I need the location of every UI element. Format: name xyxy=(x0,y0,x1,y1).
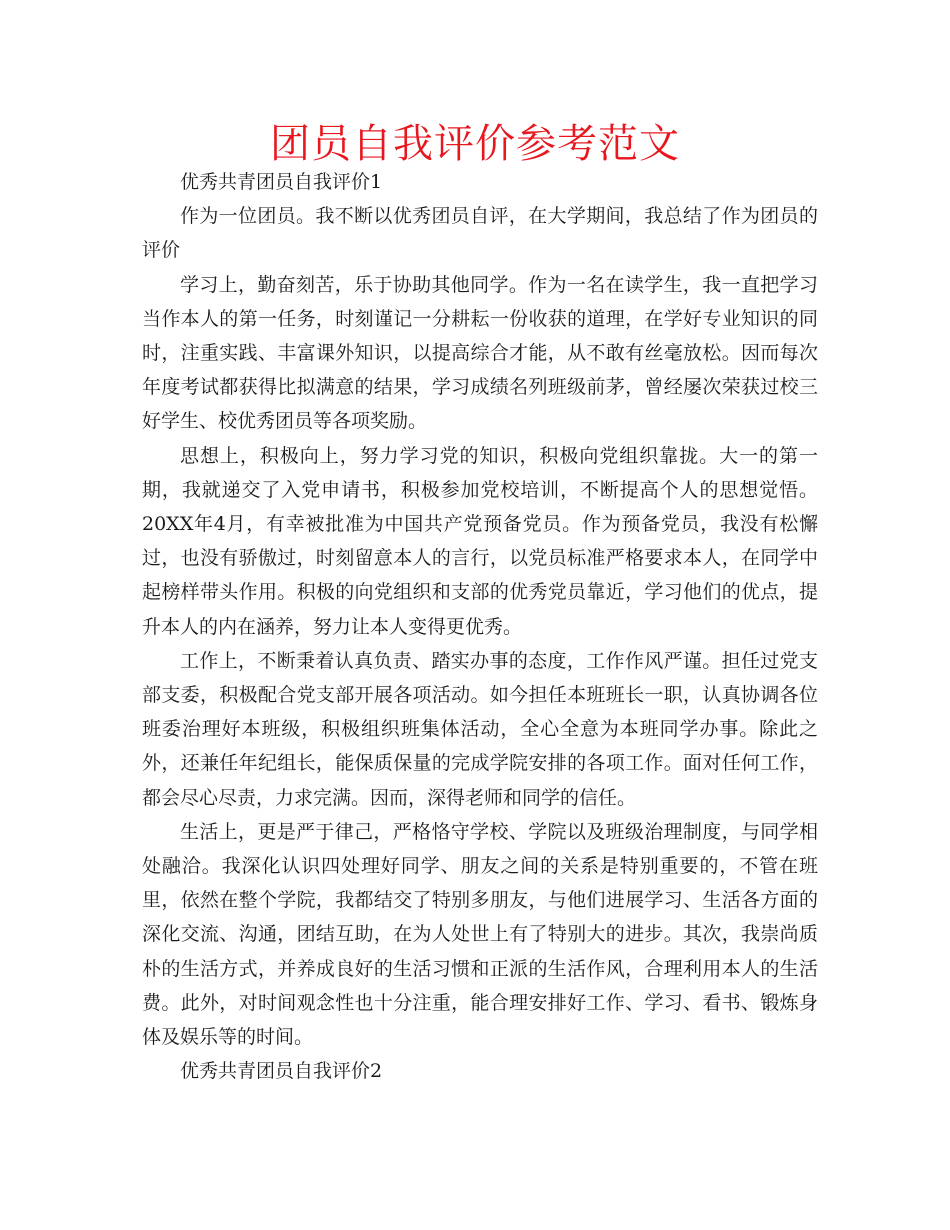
section-heading-2: 优秀共青团员自我评价2 xyxy=(180,1060,383,1083)
life-paragraph: 生活上，更是严于律己，严格恪守学校、学院以及班级治理制度，与同学相处融洽。我深化认识四处理好同学、朋友之间的关系是特别重要的，不管在班里，依然在整个学院，我都结交了特别多朋友，与他们进展学习、生活各方面的深化交流、沟通，团结互助，在为人处世上有了特别大的进步。其次，我崇尚质朴的生活方式，并养成良好的生活习惯和正派的生活作风，合理利用本人的生活费。此外，对时间观念性也十分注重，能合理安排好工作、学习、看书、锻炼身体及娱乐等的时间。 xyxy=(142,820,818,1049)
document-title: 团员自我评价参考范文 xyxy=(270,121,680,167)
study-paragraph: 学习上，勤奋刻苦，乐于协助其他同学。作为一名在读学生，我一直把学习当作本人的第一任务，时刻谨记一分耕耘一份收获的道理，在学好专业知识的同时，注重实践、丰富课外知识，以提高综合才能，从不敢有丝毫放松。因而每次年度考试都获得比拟满意的结果，学习成绩名列班级前茅，曾经屡次荣获过校三好学生、校优秀团员等各项奖励。 xyxy=(142,273,818,433)
thought-paragraph: 思想上，积极向上，努力学习党的知识，积极向党组织靠拢。大一的第一期，我就递交了入党申请书，积极参加党校培训，不断提高个人的思想觉悟。20XX年4月，有幸被批准为中国共产党预备党员。作为预备党员，我没有松懈过，也没有骄傲过，时刻留意本人的言行，以党员标准严格要求本人，在同学中起榜样带头作用。积极的向党组织和支部的优秀党员靠近，学习他们的优点，提升本人的内在涵养，努力让本人变得更优秀。 xyxy=(142,444,818,638)
work-paragraph: 工作上，不断秉着认真负责、踏实办事的态度，工作作风严谨。担任过党支部支委，积极配合党支部开展各项活动。如今担任本班班长一职，认真协调各位班委治理好本班级，积极组织班集体活动，全心全意为本班同学办事。除此之外，还兼任年纪组长，能保质保量的完成学院安排的各项工作。面对任何工作，都会尽心尽责，力求完满。因而，深得老师和同学的信任。 xyxy=(142,649,818,809)
intro-paragraph: 作为一位团员。我不断以优秀团员自评，在大学期间，我总结了作为团员的评价 xyxy=(142,205,818,262)
section-heading-1: 优秀共青团员自我评价1 xyxy=(180,171,383,193)
document-body xyxy=(142,165,818,1088)
